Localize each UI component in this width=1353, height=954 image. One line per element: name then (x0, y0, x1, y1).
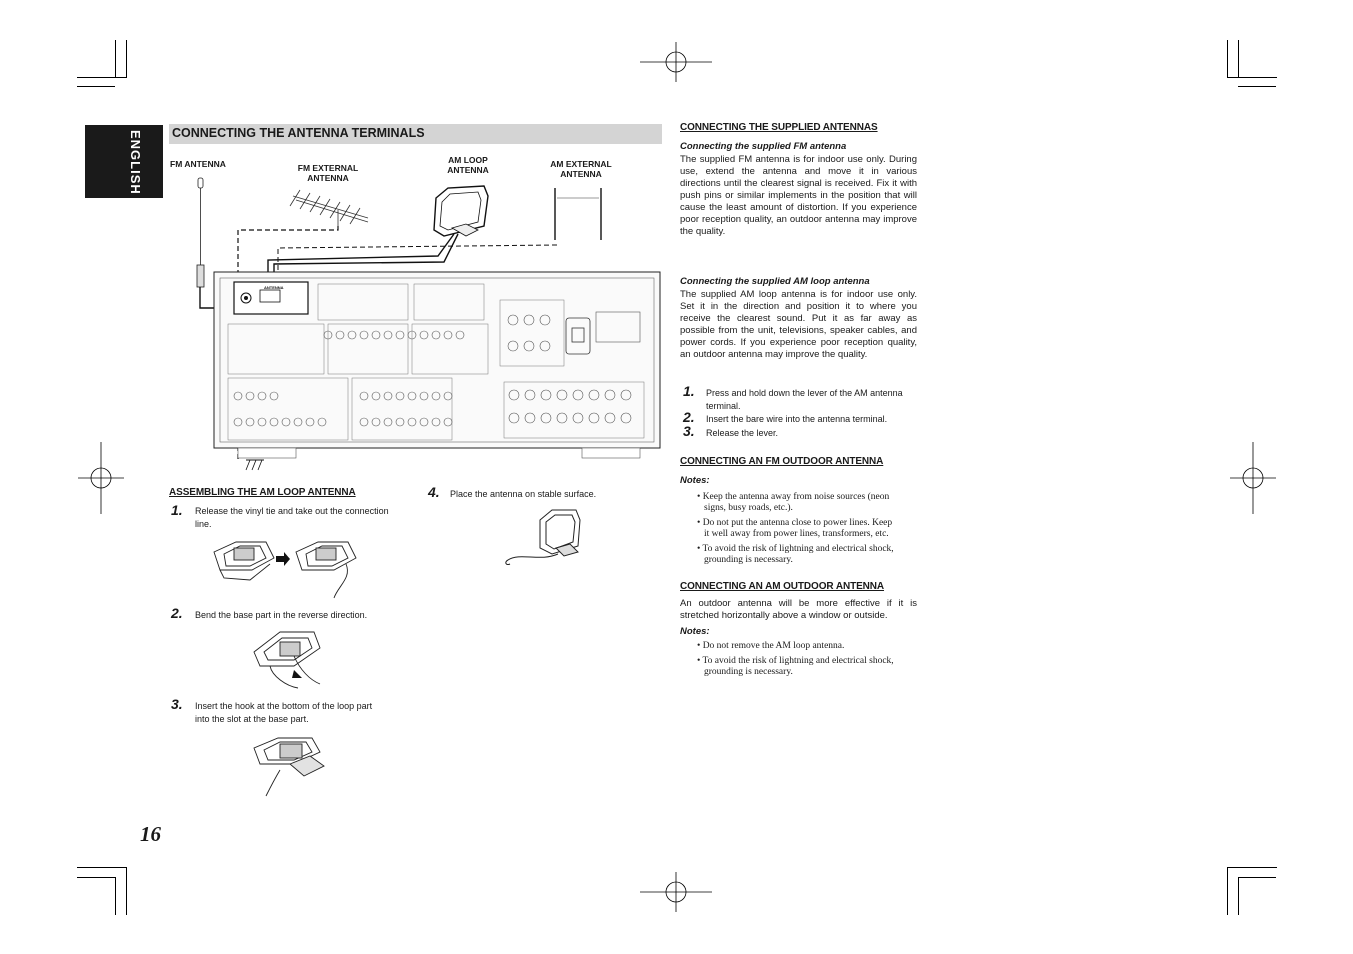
fm-note-1-line-1: • Keep the antenna away from noise sources (neon (697, 492, 890, 502)
fm-note-3-line-1: • To avoid the risk of lightning and electrical shock, (697, 544, 894, 554)
am-subtitle: Connecting the supplied AM loop antenna (680, 276, 870, 287)
fm-note-2-line-1: • Do not put the antenna close to power lines. Keep (697, 518, 893, 528)
assemble-step-2-number: 2. (171, 605, 183, 621)
am-step-2-text-1: Insert the bare wire into the antenna terminal. (706, 414, 888, 424)
fm-notes-label: Notes: (680, 475, 710, 486)
fm-antenna-label: FM ANTENNA (170, 159, 226, 169)
assemble-step-4-text-1: Place the antenna on stable surface. (450, 489, 597, 499)
am-note-1-line-1: • Do not remove the AM loop antenna. (697, 641, 845, 651)
am-outdoor-paragraph: An outdoor antenna will be more effective if it is stretched horizontally above a window or outside. (680, 598, 917, 621)
assembling-title: ASSEMBLING THE AM LOOP ANTENNA (169, 487, 356, 498)
am-loop-label-2: ANTENNA (447, 165, 489, 175)
am-note-2-line-2: grounding is necessary. (704, 667, 793, 677)
am-external-label-1: AM EXTERNAL (550, 159, 612, 169)
fm-note-2-line-2: it well away from power lines, transformers, etc. (704, 529, 889, 539)
antenna-terminal-label: ANTENNA (264, 285, 284, 290)
fm-note-1-line-2: signs, busy roads, etc.). (704, 503, 793, 513)
registration-mark-bottom (638, 870, 714, 914)
antenna-connection-diagram (168, 150, 664, 480)
fm-note-3-line-2: grounding is necessary. (704, 555, 793, 565)
assemble-step-2-illustration (250, 626, 330, 692)
assemble-step-3-illustration (250, 734, 334, 798)
fm-external-label-1: FM EXTERNAL (297, 163, 359, 173)
assemble-step-4-number: 4. (428, 484, 440, 500)
am-loop-label-1: AM LOOP (448, 155, 488, 165)
am-step-1-text-2: terminal. (706, 401, 741, 411)
am-outdoor-title: CONNECTING AN AM OUTDOOR ANTENNA (680, 581, 885, 592)
am-step-1-text-1: Press and hold down the lever of the AM antenna (706, 388, 903, 398)
assemble-step-2-text-1: Bend the base part in the reverse direction. (195, 610, 368, 620)
section-header-antenna-terminals (169, 124, 662, 144)
assemble-step-3-text-2: into the slot at the base part. (195, 714, 309, 724)
assemble-step-4-illustration (500, 504, 590, 570)
fm-external-label-2: ANTENNA (307, 173, 349, 183)
assemble-step-3-text-1: Insert the hook at the bottom of the loop part (195, 701, 373, 711)
fm-paragraph: The supplied FM antenna is for indoor use only. During use, extend the antenna and move it in various directions until the clearest signal is received. Fix it with push pins or similar implements in the position that will cause the least amount of distortion. If you experience poor reception quality, an outdoor antenna may improve the quality. (680, 154, 917, 237)
am-external-label-2: ANTENNA (560, 169, 602, 179)
fm-subtitle: Connecting the supplied FM antenna (680, 141, 847, 152)
am-step-1-number: 1. (683, 383, 695, 399)
page-number: 16 (140, 822, 161, 846)
fm-outdoor-title: CONNECTING AN FM OUTDOOR ANTENNA (680, 456, 884, 467)
section-title: CONNECTING THE ANTENNA TERMINALS (172, 126, 425, 140)
am-paragraph: The supplied AM loop antenna is for indoor use only. Set it in the direction and position it to where you receive the clearest sound. Put it as far away as possible from the unit, televisions, speaker cables, and power cords. If you experience poor reception quality, an outdoor antenna may improve the quality. (680, 289, 917, 360)
am-step-3-number: 3. (683, 423, 695, 439)
am-notes-label: Notes: (680, 626, 710, 637)
assemble-step-1-text-1: Release the vinyl tie and take out the connection (195, 506, 389, 516)
am-step-2-number: 2. (683, 409, 695, 425)
am-step-3-text-1: Release the lever. (706, 428, 779, 438)
supplied-antennas-title: CONNECTING THE SUPPLIED ANTENNAS (680, 122, 878, 133)
registration-mark-left (76, 440, 126, 516)
language-tab (85, 125, 163, 198)
assemble-step-3-number: 3. (171, 696, 183, 712)
registration-mark-right (1228, 440, 1278, 516)
assemble-step-1-text-2: line. (195, 519, 212, 529)
assemble-step-1-number: 1. (171, 502, 183, 518)
am-note-2-line-1: • To avoid the risk of lightning and electrical shock, (697, 656, 894, 666)
registration-mark-top (638, 40, 714, 84)
language-tab-label: ENGLISH (128, 130, 143, 195)
assemble-step-1-illustration (210, 534, 370, 600)
